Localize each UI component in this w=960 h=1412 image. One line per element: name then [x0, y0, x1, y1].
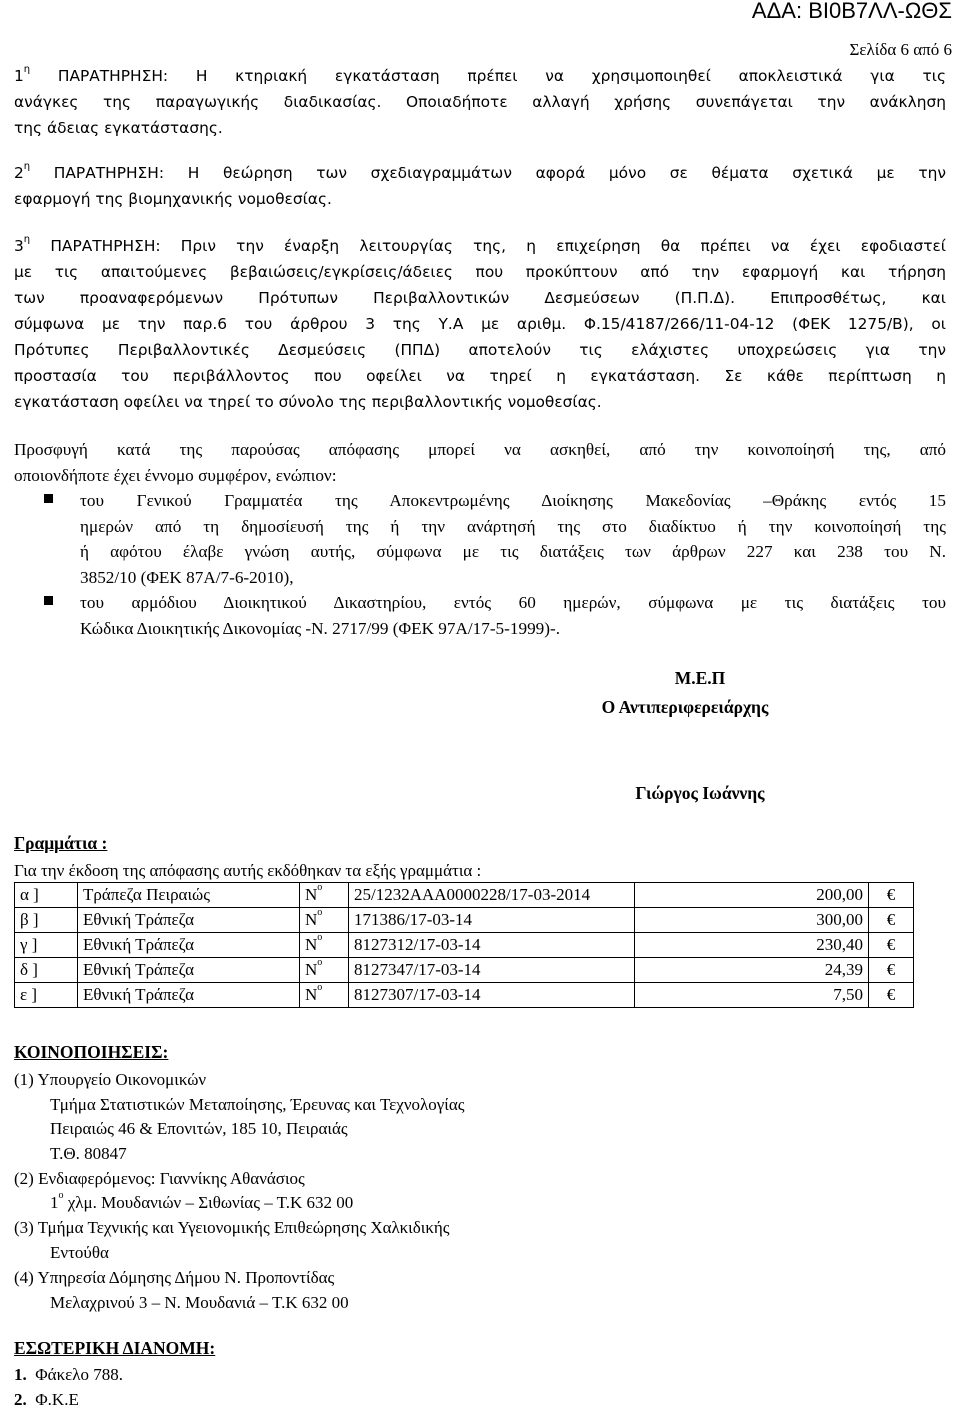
note-2: $2^\eta$ ΠΑΡΑΤΗΡΗΣΗ: Η θεώρηση των σχεδιαγραμμάτων αφορά μόνο σε θέματα σχετικά με την εφαρμογή της βιομηχανικής νομοθεσίας. — [14, 160, 946, 208]
notification-4: (4) Υπηρεσία Δόμησης Δήμου Ν. Προποντίδας — [14, 1268, 335, 1287]
table-row — [15, 908, 914, 933]
fee-no-label: $N^o$ — [300, 933, 349, 958]
fee-no-label: $N^o$ — [300, 983, 349, 1008]
notification-3: (3) Τμήμα Τεχνικής και Υγειονομικής Επιθεώρησης Χαλκιδικής — [14, 1218, 450, 1237]
fee-number: 8127312/17-03-14 — [349, 933, 635, 958]
table-row — [15, 933, 914, 958]
fee-number: 171386/17-03-14 — [349, 908, 635, 933]
appeal-intro: Προσφυγή κατά της παρούσας απόφασης μπορεί να ασκηθεί, από την κοινοποίησή της, από οποιονδήποτε έχει έννομο συμφέρον, ενώπιον: — [14, 440, 946, 485]
fee-no-label: $N^o$ — [300, 958, 349, 983]
bullet-icon — [44, 596, 53, 605]
internal-item-1: 1. Φάκελο 788. — [14, 1365, 124, 1384]
internal-item-2: 2. Φ.Κ.Ε — [14, 1390, 79, 1409]
notification-3-line-2: Εντούθα — [50, 1243, 109, 1262]
table-row — [15, 958, 914, 983]
fee-amount: 300,00 — [635, 908, 869, 933]
notification-1-line-3: Πειραιώς 46 & Επονιτών, 185 10, Πειραιάς — [50, 1119, 348, 1138]
table-row — [15, 983, 914, 1008]
notification-2: (2) Ενδιαφερόμενος: Γιαννίκης Αθανάσιος — [14, 1169, 305, 1188]
fee-bank: Εθνική Τράπεζα — [78, 958, 300, 983]
fee-bank: Εθνική Τράπεζα — [78, 933, 300, 958]
table-row — [15, 883, 914, 908]
internal-title: ΕΣΩΤΕΡΙΚΗ ΔΙΑΝΟΜΗ: — [14, 1338, 216, 1358]
fee-currency: € — [869, 983, 914, 1008]
fee-currency: € — [869, 908, 914, 933]
appeal-bullet-1: του Γενικού Γραμματέα της Αποκεντρωμένης Διοίκησης Μακεδονίας –Θράκης εντός 15 ημερών από τη δημοσίευσή της ή την ανάρτησή της στο διαδίκτυο ή την κοινοποίησή της ή αφότου έλαβε γνώση αυτής, σύμφωνα με τις διατάξεις των άρθρων 227 και 238 του Ν. 3852/10 (ΦΕΚ 87Α/7-6-2010), — [80, 488, 946, 590]
note-3: $3^\eta$ ΠΑΡΑΤΗΡΗΣΗ: Πριν την έναρξη λειτουργίας της, η επιχείρηση θα πρέπει να έχει εφοδιαστεί με τις απαιτούμενες βεβαιώσεις/εγκρίσεις/άδειες που προκύπτουν από την εφαρμογή και τήρηση των προαναφερόμενων Πρότυπων Περιβαλλοντικών Δεσμεύσεων (Π.Π.Δ). Επιπροσθέτως, και σύμφωνα με την παρ.6 του άρθρου 3 της Υ.Α με αριθμ. Φ.15/4187/266/11-04-12 (ΦΕΚ 1275/Β), οι Πρότυπες Περιβαλλοντικές Δεσμεύσεις (ΠΠΔ) αποτελούν τις ελάχιστες υποχρεώσεις για την προστασία του περιβάλλοντος που οφείλει να τηρεί η εγκατάσταση. Σε κάθε περίπτωση η εγκατάσταση οφείλει να τηρεί το σύνολο της περιβαλλοντικής νομοθεσίας. — [14, 233, 946, 411]
fees-title: Γραμμάτια : — [14, 833, 108, 853]
fees-intro: Για την έκδοση της απόφασης αυτής εκδόθηκαν τα εξής γραμμάτια : — [14, 861, 482, 880]
fee-number: 25/1232ΑΑΑ0000228/17-03-2014 — [349, 883, 635, 908]
notification-1-line-4: Τ.Θ. 80847 — [50, 1144, 127, 1163]
signature-role: Ο Αντιπεριφερειάρχης — [601, 697, 769, 717]
fee-bank: Τράπεζα Πειραιώς — [78, 883, 300, 908]
appeal-bullet-2: του αρμόδιου Διοικητικού Δικαστηρίου, εντός 60 ημερών, σύμφωνα με τις διατάξεις του Κώδικα Διοικητικής Δικονομίας -Ν. 2717/99 (ΦΕΚ 97Α/17-5-1999)-. — [80, 590, 946, 641]
fee-number: 8127307/17-03-14 — [349, 983, 635, 1008]
fee-number: 8127347/17-03-14 — [349, 958, 635, 983]
notification-4-line-2: Μελαχρινού 3 – Ν. Μουδανιά – Τ.Κ 632 00 — [50, 1293, 349, 1312]
fee-amount: 200,00 — [635, 883, 869, 908]
fee-currency: € — [869, 883, 914, 908]
fee-index: ε ] — [15, 983, 78, 1008]
fees-table — [14, 882, 914, 1008]
fee-bank: Εθνική Τράπεζα — [78, 908, 300, 933]
fee-bank: Εθνική Τράπεζα — [78, 983, 300, 1008]
notifications-title: ΚΟΙΝΟΠΟΙΗΣΕΙΣ: — [14, 1042, 169, 1062]
fee-amount: 7,50 — [635, 983, 869, 1008]
fee-index: δ ] — [15, 958, 78, 983]
ada-code: ΑΔΑ: ΒΙ0Β7ΛΛ-ΩΘΣ — [751, 0, 952, 23]
fee-currency: € — [869, 933, 914, 958]
fee-index: γ ] — [15, 933, 78, 958]
fee-amount: 24,39 — [635, 958, 869, 983]
fee-currency: € — [869, 958, 914, 983]
page-number: Σελίδα 6 από 6 — [849, 40, 952, 59]
bullet-icon — [44, 494, 53, 503]
signature-name: Γιώργος Ιωάννης — [635, 783, 765, 803]
fee-no-label: $N^o$ — [300, 883, 349, 908]
fee-index: α ] — [15, 883, 78, 908]
notification-2-line-2: $1^o$ χλμ. Μουδανιών – Σιθωνίας – Τ.Κ 632 00 — [50, 1190, 354, 1212]
notification-1-line-2: Τμήμα Στατιστικών Μεταποίησης, Έρευνας και Τεχνολογίας — [50, 1095, 465, 1114]
fee-index: β ] — [15, 908, 78, 933]
fee-amount: 230,40 — [635, 933, 869, 958]
notification-1: (1) Υπουργείο Οικονομικών — [14, 1070, 207, 1089]
fee-no-label: $N^o$ — [300, 908, 349, 933]
note-1: $1^\eta$ ΠΑΡΑΤΗΡΗΣΗ: Η κτηριακή εγκατάσταση πρέπει να χρησιμοποιηθεί αποκλειστικά για τις ανάγκες της παραγωγικής διαδικασίας. Οποιαδήποτε αλλαγή χρήσης συνεπάγεται την ανάκληση της άδειας εγκατάστασης. — [14, 63, 946, 137]
signature-mep: Μ.Ε.Π — [674, 668, 726, 688]
